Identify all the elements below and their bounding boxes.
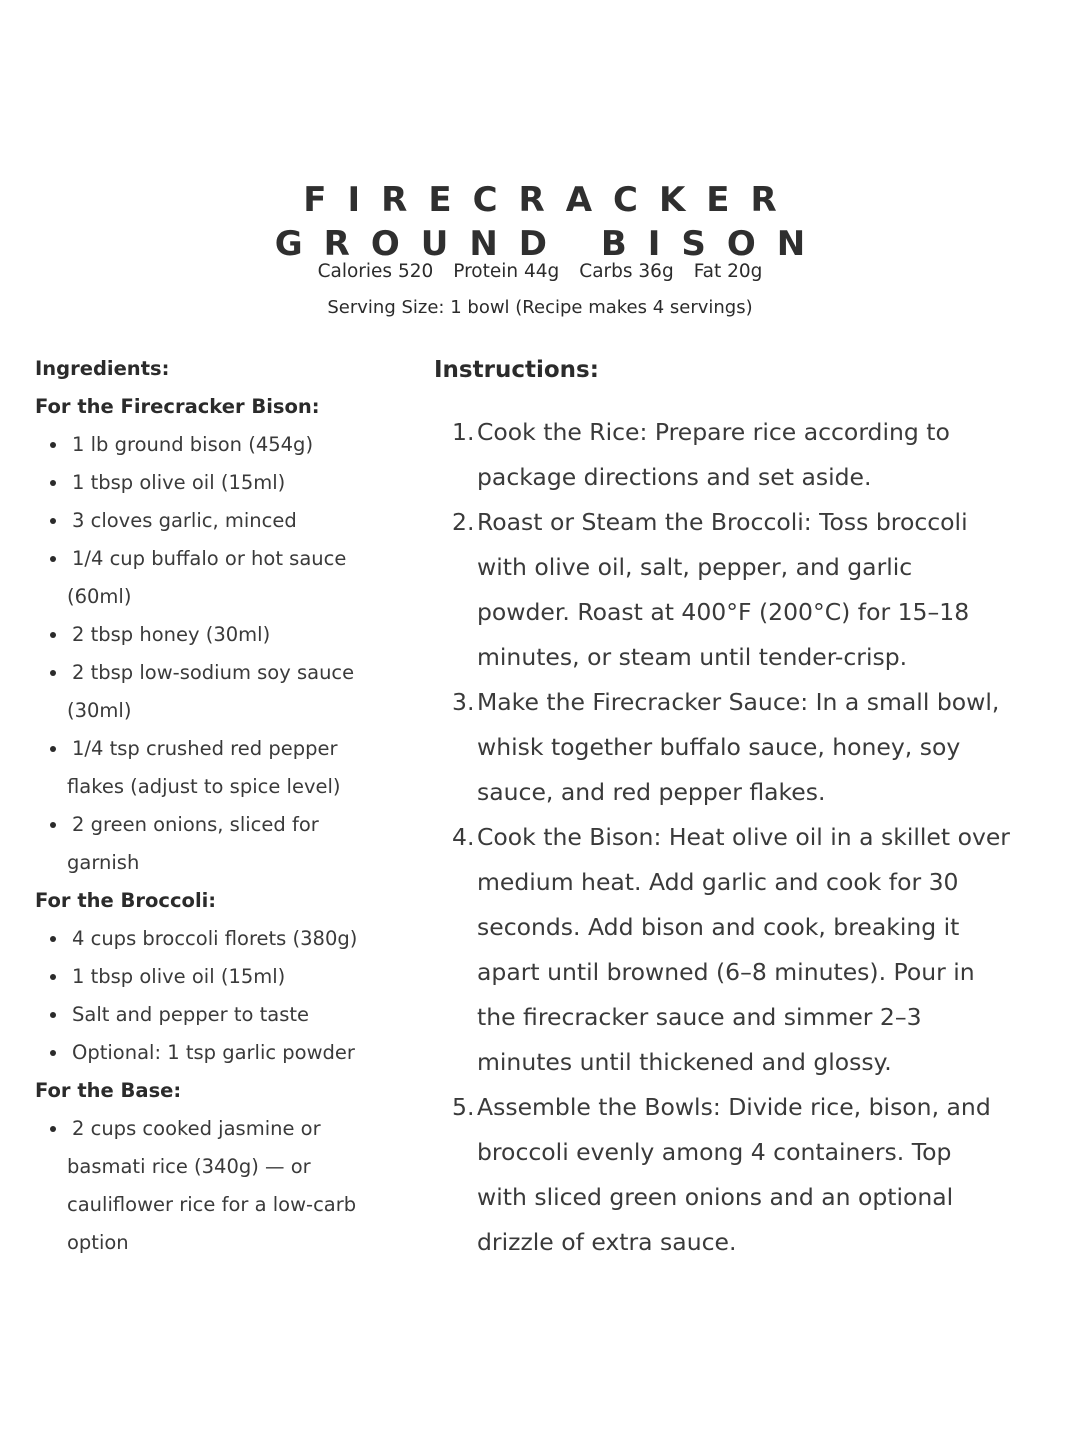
instruction-step: 1. Cook the Rice: Prepare rice according to package directions and set aside. <box>452 418 950 491</box>
protein-value: Protein 44g <box>453 261 560 282</box>
list-item: 2 tbsp low-sodium soy sauce (30ml) <box>35 654 405 730</box>
nutrition-facts <box>0 261 1080 282</box>
broccoli-ingredient-list <box>35 920 405 1072</box>
list-item: 2 tbsp honey (30ml) <box>35 616 405 654</box>
bison-ingredient-list <box>35 426 405 882</box>
carbs-value: Carbs 36g <box>579 261 674 282</box>
list-item: 1 tbsp olive oil (15ml) <box>35 958 405 996</box>
list-item: 1 lb ground bison (454g) <box>35 426 405 464</box>
recipe-title-line-1: FIRECRACKER <box>303 180 798 220</box>
instruction-step: 2. Roast or Steam the Broccoli: Toss broccoli with olive oil, salt, pepper, and garlic powder. Roast at 400°F (200°C) for 15–18 minutes, or steam until tender-crisp. <box>452 508 970 671</box>
ingredients-heading: Ingredients: <box>35 357 170 380</box>
list-item: Optional: 1 tsp garlic powder <box>35 1034 405 1072</box>
instruction-step: 3. Make the Firecracker Sauce: In a small bowl, whisk together buffalo sauce, honey, soy sauce, and red pepper flakes. <box>452 688 1000 806</box>
ingredients-section <box>35 350 405 1262</box>
recipe-title-line-2: GROUND BISON <box>274 224 827 264</box>
list-item: 1/4 tsp crushed red pepper flakes (adjust to spice level) <box>35 730 405 806</box>
list-item: 2 cups cooked jasmine or basmati rice (340g) — or cauliflower rice for a low-carb option <box>35 1110 405 1262</box>
serving-size: Serving Size: 1 bowl (Recipe makes 4 servings) <box>327 297 753 318</box>
calories-value: Calories 520 <box>317 261 434 282</box>
list-item: 3 cloves garlic, minced <box>35 502 405 540</box>
list-item: 2 green onions, sliced for garnish <box>35 806 405 882</box>
instructions-heading: Instructions: <box>434 357 599 383</box>
broccoli-subheading: For the Broccoli: <box>35 889 217 912</box>
list-item: 1 tbsp olive oil (15ml) <box>35 464 405 502</box>
base-subheading: For the Base: <box>35 1079 182 1102</box>
list-item: 4 cups broccoli florets (380g) <box>35 920 405 958</box>
list-item: Salt and pepper to taste <box>35 996 405 1034</box>
instruction-step: 4. Cook the Bison: Heat olive oil in a skillet over medium heat. Add garlic and cook for 30 seconds. Add bison and cook, breaking it apart until browned (6–8 minutes). Pour in the firecracker sauce and simmer 2–3 minutes until thickened and glossy. <box>452 823 1010 1076</box>
base-ingredient-list <box>35 1110 405 1262</box>
fat-value: Fat 20g <box>693 261 763 282</box>
bison-subheading: For the Firecracker Bison: <box>35 395 320 418</box>
instructions-section <box>434 348 1049 1265</box>
instruction-step: 5. Assemble the Bowls: Divide rice, bison, and broccoli evenly among 4 containers. Top with sliced green onions and an optional drizzle of extra sauce. <box>452 1093 991 1256</box>
instruction-steps <box>434 410 1049 1265</box>
list-item: 1/4 cup buffalo or hot sauce (60ml) <box>35 540 405 616</box>
